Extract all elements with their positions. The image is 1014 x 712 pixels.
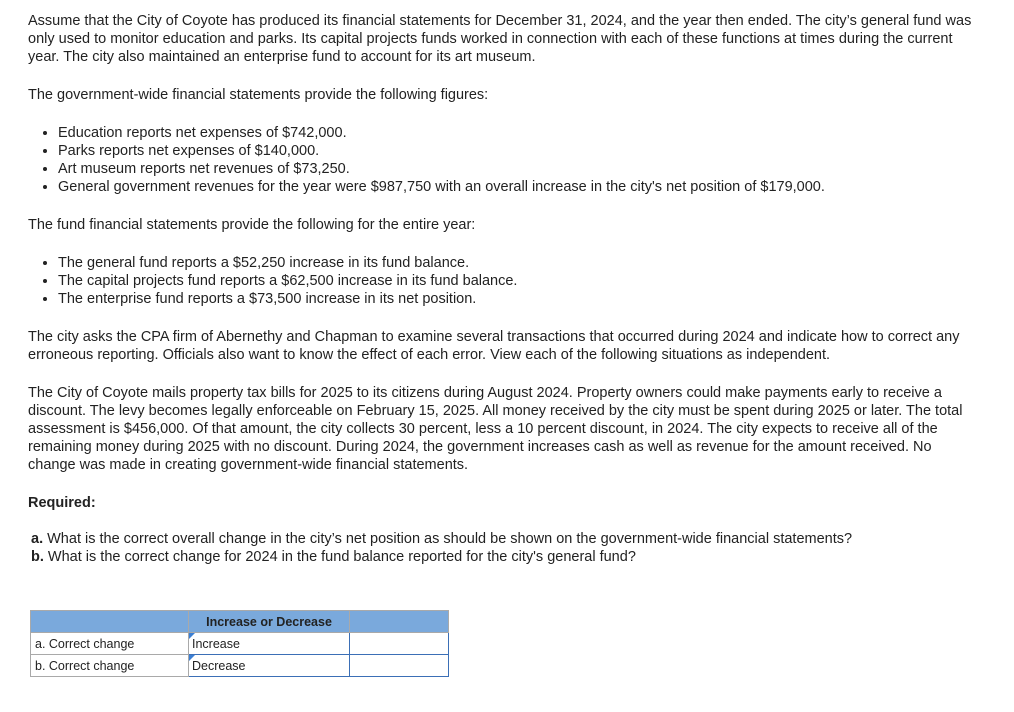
row-a-selection: Increase xyxy=(192,636,240,651)
question-a-label: a. xyxy=(31,531,44,547)
government-wide-list xyxy=(28,124,978,196)
dropdown-indicator-icon xyxy=(189,655,195,661)
fund-list xyxy=(28,254,978,308)
question-b-text: What is the correct change for 2024 in the fund balance reported for the city's general fund? xyxy=(47,549,636,565)
government-wide-intro: The government-wide financial statements provide the following figures: xyxy=(28,87,489,103)
list-item: • Education reports net expenses of $742,000. xyxy=(58,124,978,142)
row-a-increase-decrease-dropdown[interactable] xyxy=(189,633,350,655)
dropdown-indicator-icon xyxy=(189,633,195,639)
header-increase-decrease: Increase or Decrease xyxy=(189,611,350,633)
list-item: • The enterprise fund reports a $73,500 increase in its net position. xyxy=(58,290,978,308)
row-a-label: a. Correct change xyxy=(31,633,189,655)
header-amount-cell xyxy=(350,611,449,633)
intro-paragraph: Assume that the City of Coyote has produced its financial statements for December 31, 2024, and the year then ended. The city’s general fund was only used to monitor education and parks. Its capital projects funds worked in connection with each of these functions at times during the current year. The city also maintained an enterprise fund to account for its art museum. xyxy=(28,13,972,65)
question-b-label: b. xyxy=(31,549,44,565)
list-item: • Parks reports net expenses of $140,000. xyxy=(58,142,978,160)
cpa-paragraph: The city asks the CPA firm of Abernethy and Chapman to examine several transactions that occurred during 2024 and indicate how to correct any erroneous reporting. Officials also want to know the effect of each error. View each of the following situations as independent. xyxy=(28,329,960,363)
table-row xyxy=(31,633,449,655)
list-item: • The capital projects fund reports a $62,500 increase in its fund balance. xyxy=(58,272,978,290)
question-a xyxy=(31,530,978,548)
list-item: • General government revenues for the year were $987,750 with an overall increase in the city's net position of $179,000. xyxy=(58,178,978,196)
row-a-amount-input[interactable] xyxy=(350,633,449,655)
answer-table-header xyxy=(31,611,449,633)
problem-text xyxy=(28,12,978,566)
question-a-text: What is the correct overall change in the city’s net position as should be shown on the government-wide financial statements? xyxy=(47,531,853,547)
row-b-increase-decrease-dropdown[interactable] xyxy=(189,655,350,677)
table-row xyxy=(31,655,449,677)
required-heading: Required: xyxy=(28,495,96,511)
scenario-paragraph: The City of Coyote mails property tax bills for 2025 to its citizens during August 2024. Property owners could make payments early to receive a discount. The levy becomes legally enforceable on February 15, 2025. All money received by the city must be spent during 2025 or later. The total assessment is $456,000. Of that amount, the city collects 30 percent, less a 10 percent discount, in 2024. The city expects to receive all of the remaining money during 2025 with no discount. During 2024, the government increases cash as well as revenue for the amount received. No change was made in creating government-wide financial statements. xyxy=(28,385,963,473)
list-item: • Art museum reports net revenues of $73,250. xyxy=(58,160,978,178)
fund-intro: The fund financial statements provide the following for the entire year: xyxy=(28,217,476,233)
list-item: • The general fund reports a $52,250 increase in its fund balance. xyxy=(58,254,978,272)
row-b-selection: Decrease xyxy=(192,658,246,673)
header-blank-cell xyxy=(31,611,189,633)
row-b-label: b. Correct change xyxy=(31,655,189,677)
answer-table xyxy=(30,610,449,677)
question-b xyxy=(31,548,978,566)
row-b-amount-input[interactable] xyxy=(350,655,449,677)
